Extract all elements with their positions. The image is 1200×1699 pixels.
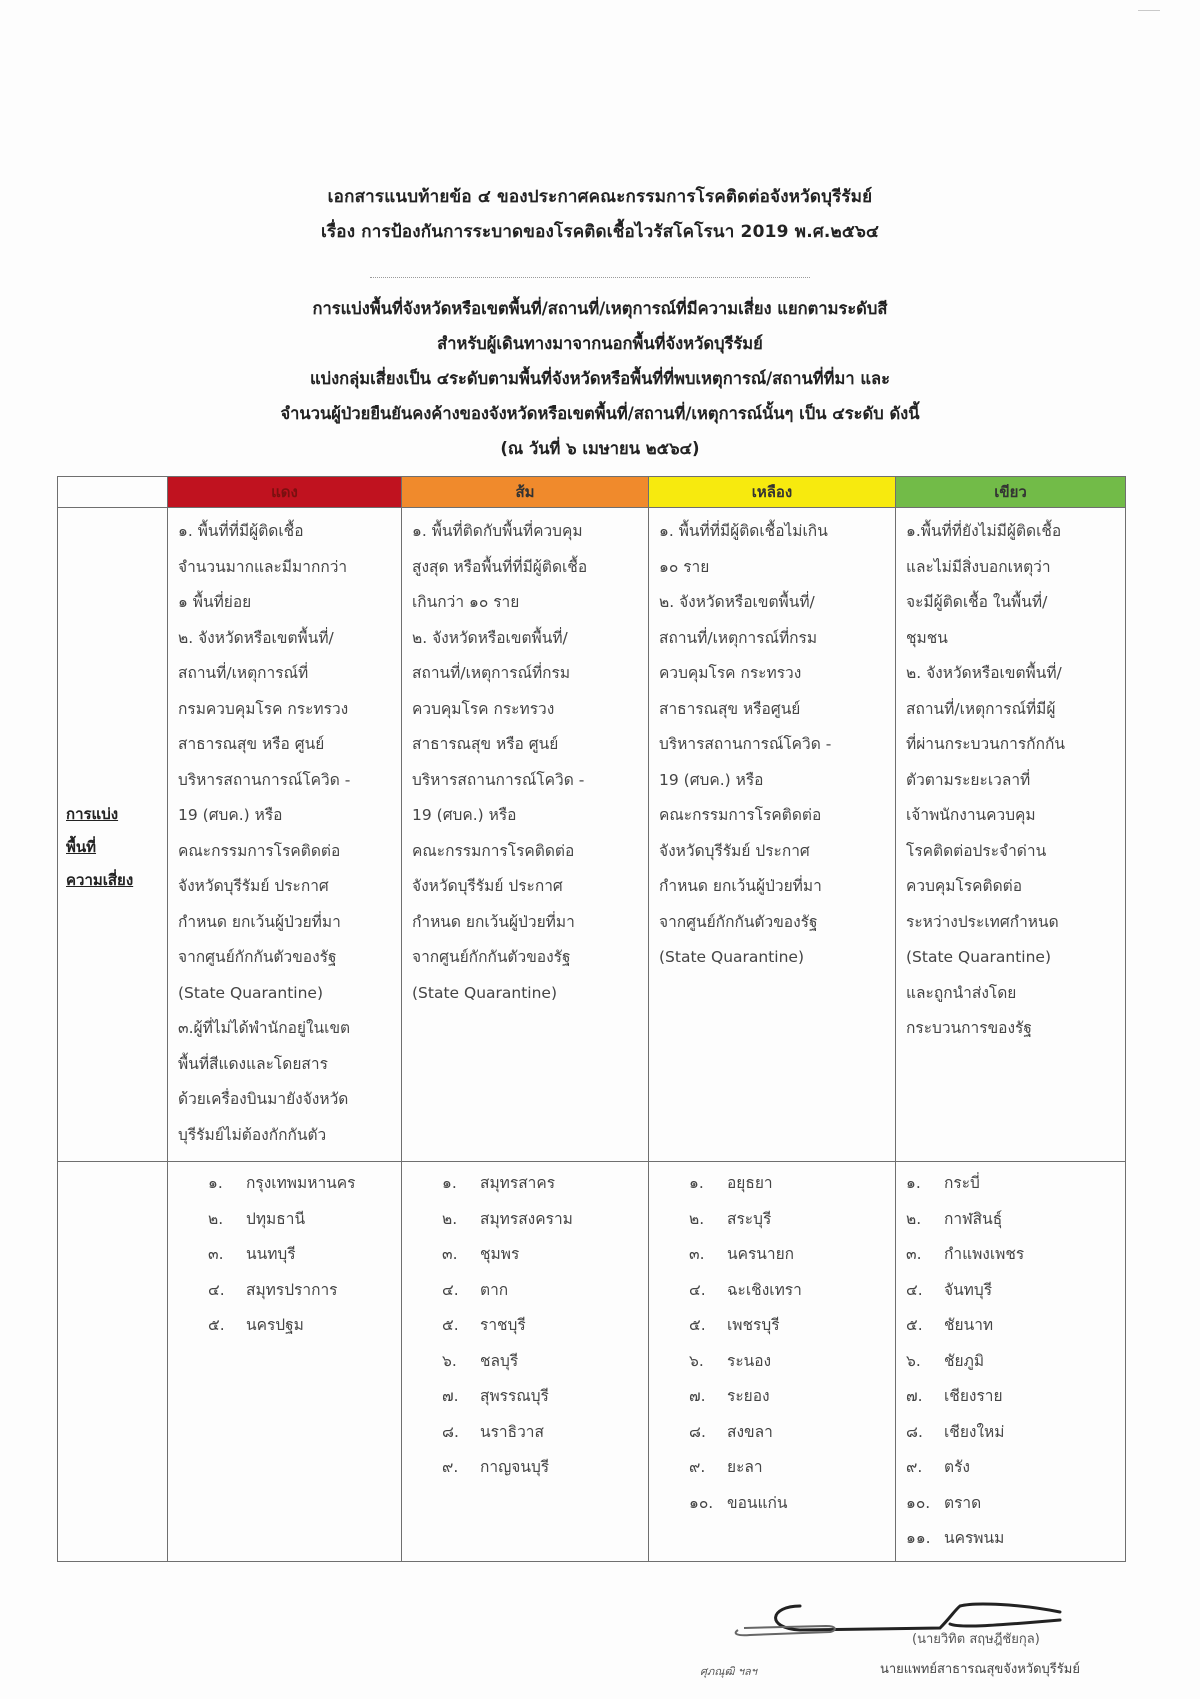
criteria-line: ๒. จังหวัดหรือเขตพื้นที่/ <box>906 664 1062 682</box>
province-name: ชัยภูมิ <box>944 1351 985 1370</box>
criteria-line: ด้วยเครื่องบินมายังจังหวัด <box>178 1090 349 1108</box>
subtitle-line4: จำนวนผู้ป่วยยืนยันคงค้างของจังหวัดหรือเขตพื้นที่/สถานที่/เหตุการณ์นั้นๆ เป็น ๔ระดับ ดังนี้ <box>280 404 920 423</box>
row-label-line: พื้นที่ <box>66 838 97 856</box>
subtitle-line2: สำหรับผู้เดินทางมาจากนอกพื้นที่จังหวัดบุรีรัมย์ <box>437 334 763 353</box>
criteria-line: ควบคุมโรค กระทรวง <box>659 664 802 682</box>
scan-mark <box>1138 10 1160 11</box>
date-line: (ณ วันที่ ๖ เมษายน ๒๕๖๔) <box>500 439 700 458</box>
province-number: ๒. <box>906 1209 922 1228</box>
province-number: ๔. <box>689 1280 706 1299</box>
initial-note: ศุภณุฒิ ฯลฯ <box>700 1665 757 1678</box>
document-header-line1: เอกสารแนบท้ายข้อ ๔ ของประกาศคณะกรรมการโรคติดต่อจังหวัดบุรีรัมย์ <box>327 187 873 207</box>
province-number: ๑๑. <box>906 1529 931 1547</box>
province-name: ราชบุรี <box>480 1316 526 1334</box>
province-name: ตาก <box>480 1280 509 1299</box>
province-number: ๓. <box>208 1245 224 1263</box>
province-number: ๑. <box>442 1174 457 1192</box>
province-list-item <box>442 1237 648 1273</box>
province-list-item <box>442 1273 648 1309</box>
province-list-item <box>689 1344 895 1380</box>
header-empty-cell <box>58 477 168 508</box>
province-list-item <box>906 1166 1125 1202</box>
province-name: นครปฐม <box>246 1316 304 1334</box>
province-number: ๒. <box>442 1209 458 1228</box>
criteria-line: จากศูนย์กักกันตัวของรัฐ <box>412 948 571 966</box>
criteria-line: สาธารณสุข หรือศูนย์ <box>659 699 801 718</box>
province-number: ๑. <box>208 1174 223 1192</box>
criteria-line: จากศูนย์กักกันตัวของรัฐ <box>178 948 337 966</box>
province-list-item <box>208 1166 401 1202</box>
province-list-item <box>906 1344 1125 1380</box>
criteria-line: ๑ พื้นที่ย่อย <box>178 593 252 611</box>
province-number: ๖. <box>689 1351 704 1370</box>
province-name: จันทบุรี <box>944 1280 993 1299</box>
criteria-line: สูงสุด หรือพื้นที่ที่มีผู้ติดเชื้อ <box>412 557 588 576</box>
province-name: นครนายก <box>727 1245 795 1263</box>
province-name: เชียงราย <box>944 1387 1003 1405</box>
header-orange: ส้ม <box>402 477 649 508</box>
province-name: ขอนแก่น <box>727 1493 788 1512</box>
province-name: สงขลา <box>727 1422 773 1441</box>
criteria-yellow <box>649 508 896 1162</box>
province-name: สมุทรสงคราม <box>480 1209 573 1228</box>
province-list-item <box>906 1273 1125 1309</box>
initial-scribble <box>730 1620 840 1640</box>
province-list-item <box>906 1202 1125 1238</box>
province-name: เชียงใหม่ <box>944 1422 1005 1441</box>
criteria-line: สถานที่/เหตุการณ์ที่มีผู้ <box>906 699 1056 718</box>
criteria-line: จังหวัดบุรีรัมย์ ประกาศ <box>659 841 810 860</box>
row-label-line: การแบ่ง <box>66 805 119 823</box>
province-name: นราธิวาส <box>480 1422 544 1441</box>
header-separator <box>370 277 810 278</box>
province-list-item <box>906 1521 1125 1557</box>
criteria-line: สาธารณสุข หรือ ศูนย์ <box>178 735 325 753</box>
criteria-line: จะมีผู้ติดเชื้อ ในพื้นที่/ <box>906 593 1048 611</box>
province-number: ๑. <box>906 1174 921 1192</box>
province-name: กรุงเทพมหานคร <box>246 1174 356 1192</box>
province-list-item <box>906 1237 1125 1273</box>
province-number: ๖. <box>906 1351 921 1370</box>
criteria-line: (State Quarantine) <box>412 983 558 1002</box>
criteria-line: โรคติดต่อประจำด่าน <box>906 841 1047 860</box>
province-number: ๑๐. <box>906 1493 931 1512</box>
criteria-line: พื้นที่สีแดงและโดยสาร <box>178 1054 328 1073</box>
criteria-line: ๒. จังหวัดหรือเขตพื้นที่/ <box>659 593 815 611</box>
criteria-line: จำนวนมากและมีมากกว่า <box>178 557 348 576</box>
province-list-item <box>689 1308 895 1344</box>
province-number: ๕. <box>906 1316 923 1334</box>
criteria-line: กำหนด ยกเว้นผู้ป่วยที่มา <box>659 877 822 895</box>
province-number: ๗. <box>906 1387 923 1405</box>
province-number: ๕. <box>689 1316 706 1334</box>
province-list-item <box>906 1486 1125 1522</box>
provinces-row <box>58 1162 1126 1562</box>
province-number: ๑. <box>689 1174 704 1192</box>
province-list-item <box>442 1344 648 1380</box>
province-number: ๗. <box>689 1387 706 1405</box>
provinces-red <box>168 1162 402 1562</box>
criteria-line: คณะกรรมการโรคติดต่อ <box>412 841 575 860</box>
criteria-line: และถูกนำส่งโดย <box>906 983 1017 1002</box>
province-name: ตรัง <box>944 1458 970 1476</box>
criteria-line: สถานที่/เหตุการณ์ที่ <box>178 664 309 682</box>
province-number: ๓. <box>442 1245 458 1263</box>
province-list-item <box>442 1415 648 1451</box>
province-number: ๑๐. <box>689 1493 714 1512</box>
criteria-line: สถานที่/เหตุการณ์ที่กรม <box>412 664 571 682</box>
province-number: ๔. <box>906 1280 923 1299</box>
province-number: ๒. <box>208 1209 224 1228</box>
criteria-line: ควบคุมโรค กระทรวง <box>412 699 555 718</box>
province-name: ปทุมธานี <box>246 1209 306 1228</box>
subtitle-line1: การแบ่งพื้นที่จังหวัดหรือเขตพื้นที่/สถานที่/เหตุการณ์ที่มีความเสี่ยง แยกตามระดับสี <box>312 299 888 318</box>
criteria-line: ชุมชน <box>906 628 948 647</box>
province-list-item <box>906 1415 1125 1451</box>
criteria-line: คณะกรรมการโรคติดต่อ <box>659 806 822 824</box>
province-name: เพชรบุรี <box>727 1316 780 1334</box>
document-header-line2: เรื่อง การป้องกันการระบาดของโรคติดเชื้อไวรัสโคโรนา 2019 พ.ศ.๒๕๖๔ <box>320 222 880 242</box>
criteria-line: ระหว่างประเทศกำหนด <box>906 912 1059 931</box>
criteria-line: ๑๐ ราย <box>659 557 710 576</box>
table-header-row <box>58 477 1126 508</box>
criteria-line: (State Quarantine) <box>659 948 805 966</box>
province-name: นครพนม <box>944 1529 1005 1547</box>
province-list-item <box>689 1273 895 1309</box>
province-number: ๔. <box>208 1280 225 1299</box>
province-list-item <box>442 1202 648 1238</box>
criteria-orange <box>402 508 649 1162</box>
province-name: สุพรรณบุรี <box>480 1387 549 1405</box>
province-number: ๙. <box>442 1458 459 1476</box>
criteria-line: ๑. พื้นที่ติดกับพื้นที่ควบคุม <box>412 522 583 540</box>
province-list-item <box>906 1308 1125 1344</box>
header-yellow: เหลือง <box>649 477 896 508</box>
criteria-line: ๑. พื้นที่ที่มีผู้ติดเชื้อ <box>178 522 304 540</box>
province-number: ๘. <box>906 1422 923 1441</box>
provinces-orange <box>402 1162 649 1562</box>
province-list-item <box>689 1450 895 1486</box>
criteria-row <box>58 508 1126 1162</box>
signatory-name: (นายวิทิต สฤษฎีชัยกุล) <box>912 1632 1040 1647</box>
province-list-item <box>906 1450 1125 1486</box>
provinces-yellow <box>649 1162 896 1562</box>
province-list-item <box>442 1450 648 1486</box>
criteria-line: และไม่มีสิ่งบอกเหตุว่า <box>906 557 1051 576</box>
province-list-item <box>689 1379 895 1415</box>
criteria-line: จากศูนย์กักกันตัวของรัฐ <box>659 912 818 931</box>
criteria-line: กำหนด ยกเว้นผู้ป่วยที่มา <box>412 912 575 931</box>
province-list-item <box>689 1166 895 1202</box>
signatory-title: นายแพทย์สาธารณสุขจังหวัดบุรีรัมย์ <box>880 1662 1080 1677</box>
criteria-line: ๒. จังหวัดหรือเขตพื้นที่/ <box>412 628 568 647</box>
province-list-item <box>689 1237 895 1273</box>
criteria-line: เกินกว่า ๑๐ ราย <box>412 593 520 611</box>
province-name: ตราด <box>944 1493 982 1512</box>
province-list-item <box>208 1273 401 1309</box>
provinces-green <box>896 1162 1126 1562</box>
province-list-item <box>208 1202 401 1238</box>
criteria-line: ตัวตามระยะเวลาที่ <box>906 770 1031 789</box>
province-number: ๒. <box>689 1209 705 1228</box>
province-name: กาฬสินธุ์ <box>944 1209 1003 1228</box>
header-green: เขียว <box>896 477 1126 508</box>
criteria-line: จังหวัดบุรีรัมย์ ประกาศ <box>178 877 329 895</box>
criteria-line: เจ้าพนักงานควบคุม <box>906 806 1036 824</box>
provinces-row-label <box>58 1162 168 1562</box>
subtitle-line3: แบ่งกลุ่มเสี่ยงเป็น ๔ระดับตามพื้นที่จังหวัดหรือพื้นที่ที่พบเหตุการณ์/สถานที่ที่มา และ <box>309 369 891 388</box>
province-name: สมุทรสาคร <box>480 1174 556 1192</box>
criteria-green <box>896 508 1126 1162</box>
criteria-line: กระบวนการของรัฐ <box>906 1019 1032 1037</box>
province-name: ชุมพร <box>480 1245 520 1263</box>
province-name: ชัยนาท <box>944 1316 994 1334</box>
criteria-line: บุรีรัมย์ไม่ต้องกักกันตัว <box>178 1125 327 1144</box>
province-number: ๘. <box>442 1422 459 1441</box>
province-name: กำแพงเพชร <box>944 1245 1025 1263</box>
province-list-item <box>689 1486 895 1522</box>
criteria-line: 19 (ศบค.) หรือ <box>659 770 764 789</box>
criteria-line: ๑. พื้นที่ที่มีผู้ติดเชื้อไม่เกิน <box>659 522 828 540</box>
province-number: ๘. <box>689 1422 706 1441</box>
criteria-line: กำหนด ยกเว้นผู้ป่วยที่มา <box>178 912 341 931</box>
province-list-item <box>442 1308 648 1344</box>
criteria-line: 19 (ศบค.) หรือ <box>178 806 283 824</box>
province-name: สมุทรปราการ <box>246 1280 338 1299</box>
province-number: ๓. <box>906 1245 922 1263</box>
criteria-line: ๓.ผู้ที่ไม่ได้พำนักอยู่ในเขต <box>178 1019 351 1037</box>
header-red: แดง <box>168 477 402 508</box>
row-label-line: ความเสี่ยง <box>66 871 134 889</box>
criteria-line: บริหารสถานการณ์โควิด - <box>178 770 351 789</box>
criteria-line: บริหารสถานการณ์โควิด - <box>412 770 585 789</box>
criteria-line: (State Quarantine) <box>906 948 1052 966</box>
province-list-item <box>906 1379 1125 1415</box>
province-list-item <box>208 1237 401 1273</box>
province-number: ๖. <box>442 1351 457 1370</box>
province-number: ๙. <box>689 1458 706 1476</box>
risk-zone-table <box>57 476 1126 1562</box>
criteria-line: จังหวัดบุรีรัมย์ ประกาศ <box>412 877 563 895</box>
province-name: ระนอง <box>727 1351 772 1370</box>
criteria-line: สาธารณสุข หรือ ศูนย์ <box>412 735 559 753</box>
row-label-risk-zoning <box>58 508 168 1162</box>
province-name: นนทบุรี <box>246 1245 296 1263</box>
criteria-line: สถานที่/เหตุการณ์ที่กรม <box>659 628 818 647</box>
criteria-line: คณะกรรมการโรคติดต่อ <box>178 841 341 860</box>
criteria-line: กรมควบคุมโรค กระทรวง <box>178 699 349 718</box>
province-list-item <box>689 1202 895 1238</box>
province-list-item <box>442 1379 648 1415</box>
province-name: ฉะเชิงเทรา <box>727 1280 802 1299</box>
province-number: ๙. <box>906 1458 923 1476</box>
province-name: สระบุรี <box>727 1209 772 1228</box>
province-name: ชลบุรี <box>480 1351 519 1370</box>
province-name: กระบี่ <box>944 1174 980 1192</box>
province-number: ๕. <box>208 1316 225 1334</box>
province-number: ๓. <box>689 1245 705 1263</box>
criteria-line: ๒. จังหวัดหรือเขตพื้นที่/ <box>178 628 334 647</box>
criteria-line: (State Quarantine) <box>178 983 324 1002</box>
province-name: ระยอง <box>727 1387 770 1405</box>
criteria-line: ควบคุมโรคติดต่อ <box>906 877 1023 895</box>
criteria-line: ๑.พื้นที่ที่ยังไม่มีผู้ติดเชื้อ <box>906 522 1062 540</box>
criteria-line: 19 (ศบค.) หรือ <box>412 806 517 824</box>
province-name: ยะลา <box>727 1458 763 1476</box>
province-number: ๕. <box>442 1316 459 1334</box>
province-list-item <box>208 1308 401 1344</box>
province-number: ๗. <box>442 1387 459 1405</box>
criteria-line: ที่ผ่านกระบวนการกักกัน <box>906 735 1065 753</box>
province-name: กาญจนบุรี <box>480 1458 550 1476</box>
criteria-red <box>168 508 402 1162</box>
province-list-item <box>689 1415 895 1451</box>
province-list-item <box>442 1166 648 1202</box>
province-number: ๔. <box>442 1280 459 1299</box>
criteria-line: บริหารสถานการณ์โควิด - <box>659 735 832 753</box>
province-name: อยุธยา <box>727 1174 773 1192</box>
